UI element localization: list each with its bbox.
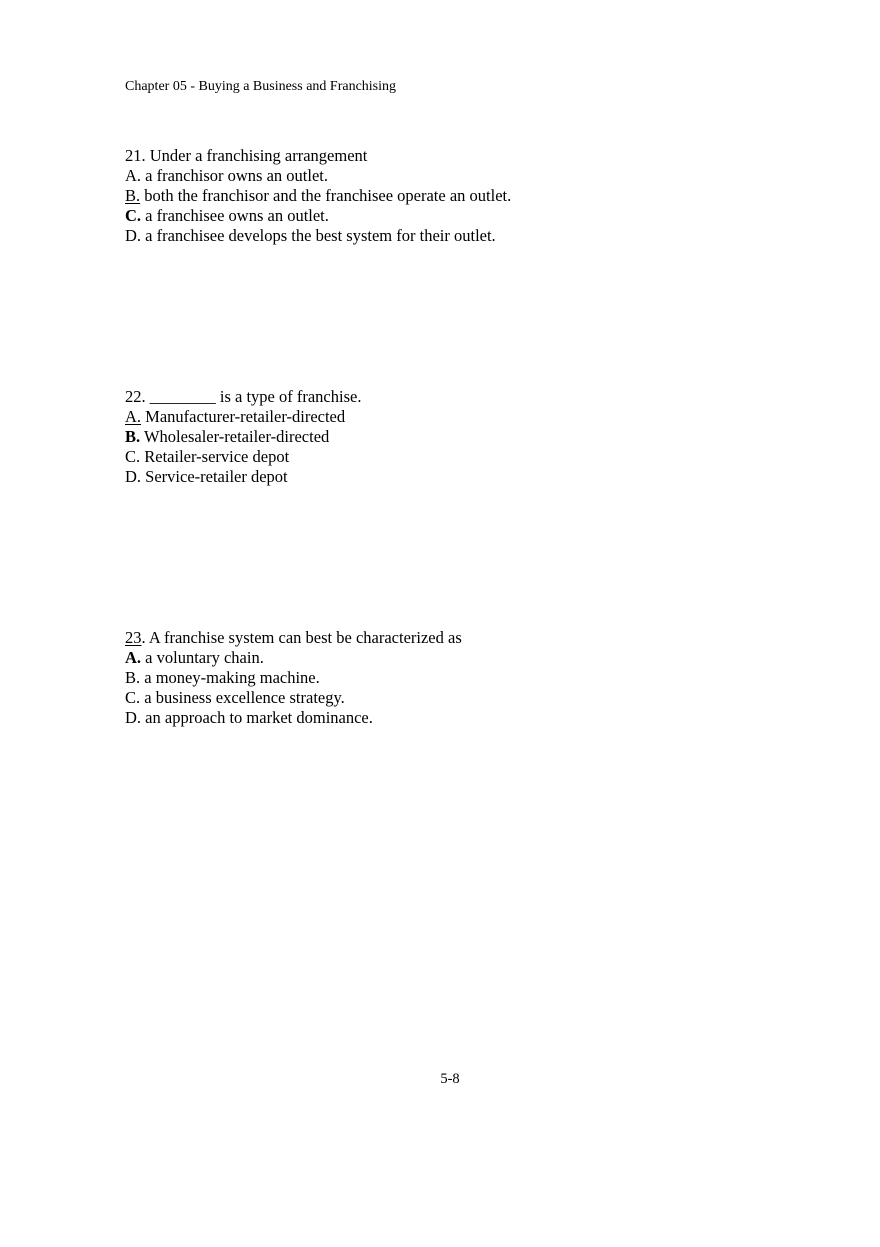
question-22 — [125, 387, 361, 487]
option-d — [125, 226, 511, 246]
option-c-answer — [125, 206, 511, 226]
question-text: . ________ is a type of franchise. — [141, 387, 362, 406]
option-text: Manufacturer-retailer-directed — [141, 407, 346, 426]
page-number — [0, 1070, 880, 1088]
option-letter: D. — [125, 226, 142, 245]
question-number: 21 — [125, 146, 142, 165]
option-b-answer — [125, 427, 361, 447]
option-letter: D. — [125, 467, 142, 486]
page-header: Chapter 05 - Buying a Business and Franchising — [125, 79, 397, 94]
option-letter: D. — [125, 708, 142, 727]
option-letter-marked: B. — [125, 186, 141, 205]
option-text: a franchisee develops the best system for their outlet. — [141, 226, 496, 245]
option-text: a money-making machine. — [140, 668, 320, 687]
option-a-answer — [125, 648, 462, 668]
question-21 — [125, 146, 511, 246]
option-b — [125, 186, 511, 206]
question-text: . A franchise system can best be characterized as — [141, 628, 462, 647]
option-c — [125, 688, 462, 708]
option-b — [125, 668, 462, 688]
option-text: a business excellence strategy. — [140, 688, 345, 707]
question-number: 22 — [125, 387, 142, 406]
option-text: a franchisor owns an outlet. — [141, 166, 328, 185]
option-text: an approach to market dominance. — [141, 708, 373, 727]
question-number-marked: 23 — [125, 628, 142, 647]
option-letter: A. — [125, 166, 142, 185]
option-text: Service-retailer depot — [141, 467, 288, 486]
option-text: a franchisee owns an outlet. — [141, 206, 329, 225]
option-text: a voluntary chain. — [141, 648, 264, 667]
option-a — [125, 166, 511, 186]
question-text: . Under a franchising arrangement — [141, 146, 368, 165]
question-stem — [125, 628, 462, 648]
option-d — [125, 708, 462, 728]
option-letter-correct: B. — [125, 427, 141, 446]
option-text: Retailer-service depot — [140, 447, 290, 466]
option-letter: C. — [125, 447, 141, 466]
option-a — [125, 407, 361, 427]
question-23 — [125, 628, 462, 728]
option-text: Wholesaler-retailer-directed — [140, 427, 330, 446]
question-stem — [125, 387, 361, 407]
option-letter-correct: A. — [125, 648, 142, 667]
option-letter: B. — [125, 668, 141, 687]
page-number-label: 5-8 — [440, 1071, 460, 1087]
option-letter: C. — [125, 688, 141, 707]
option-letter-marked: A. — [125, 407, 142, 426]
option-d — [125, 467, 361, 487]
option-c — [125, 447, 361, 467]
option-letter-correct: C. — [125, 206, 142, 225]
question-stem — [125, 146, 511, 166]
option-text: both the franchisor and the franchisee operate an outlet. — [140, 186, 512, 205]
